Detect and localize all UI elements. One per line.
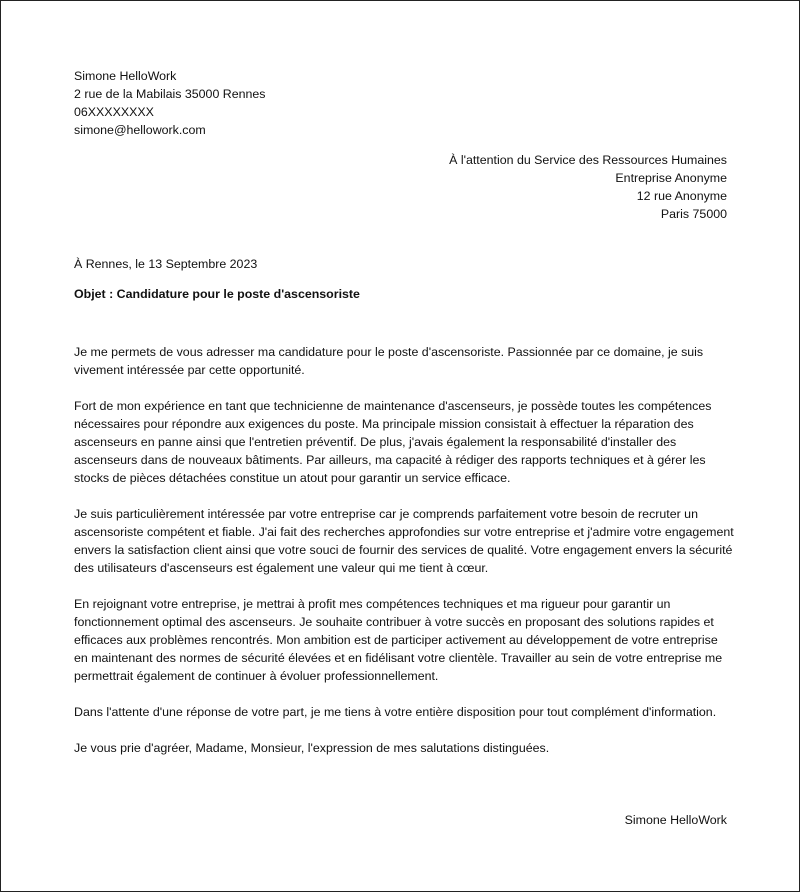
sender-phone: 06XXXXXXXX — [74, 105, 154, 119]
sender-name: Simone HelloWork — [74, 69, 177, 83]
recipient-attention: À l'attention du Service des Ressources Humaines — [449, 153, 727, 167]
recipient-city: Paris 75000 — [660, 207, 727, 221]
recipient-street: 12 rue Anonyme — [636, 189, 727, 203]
recipient-company: Entreprise Anonyme — [615, 171, 727, 185]
recipient-block — [449, 151, 727, 223]
letter-subject: Objet : Candidature pour le poste d'ascensoriste — [74, 287, 360, 301]
body-paragraph: Dans l'attente d'une réponse de votre part, je me tiens à votre entière disposition pour tout complément d'information. — [74, 705, 717, 719]
body-paragraph: Je me permets de vous adresser ma candidature pour le poste d'ascensoriste. Passionnée par ce domaine, je suis vivement intéressée par cette opportunité. — [74, 345, 704, 377]
letter-date: À Rennes, le 13 Septembre 2023 — [74, 257, 258, 271]
body-paragraph: En rejoignant votre entreprise, je mettrai à profit mes compétences techniques et ma rigueur pour garantir un fonctionnement optimal des ascenseurs. Je souhaite contribuer à votre succès en proposant des solutions rapides et efficaces aux problèmes rencontrés. Mon ambition est de participer activement au développement de votre entreprise en maintenant des normes de sécurité élevées et en fidélisant votre clientèle. Travailler au sein de votre entreprise me permettrait également de continuer à évoluer professionnellement. — [74, 597, 723, 683]
letter-body — [74, 343, 734, 775]
sender-address: 2 rue de la Mabilais 35000 Rennes — [74, 87, 266, 101]
signature: Simone HelloWork — [624, 813, 727, 827]
body-paragraph: Je suis particulièrement intéressée par votre entreprise car je comprends parfaitement votre besoin de recruter un ascensoriste compétent et fiable. J'ai fait des recherches approfondies sur votre entreprise et j'admire votre engagement envers la satisfaction client ainsi que votre souci de fournir des services de qualité. Votre engagement envers la sécurité des utilisateurs d'ascenseurs est également une valeur qui me tient à cœur. — [74, 507, 734, 575]
sender-block — [74, 67, 266, 139]
closing-paragraph: Je vous prie d'agréer, Madame, Monsieur, l'expression de mes salutations distinguées. — [74, 741, 550, 755]
body-paragraph: Fort de mon expérience en tant que technicienne de maintenance d'ascenseurs, je possède toutes les compétences nécessaires pour répondre aux exigences du poste. Ma principale mission consistait à effectuer la réparation des ascenseurs en panne ainsi que l'entretien préventif. De plus, j'avais également la responsabilité d'installer des ascenseurs dans de nouveaux bâtiments. Par ailleurs, ma capacité à rédiger des rapports techniques et à gérer les stocks de pièces détachées constitue un atout pour garantir un service efficace. — [74, 399, 712, 485]
sender-email: simone@hellowork.com — [74, 123, 206, 137]
